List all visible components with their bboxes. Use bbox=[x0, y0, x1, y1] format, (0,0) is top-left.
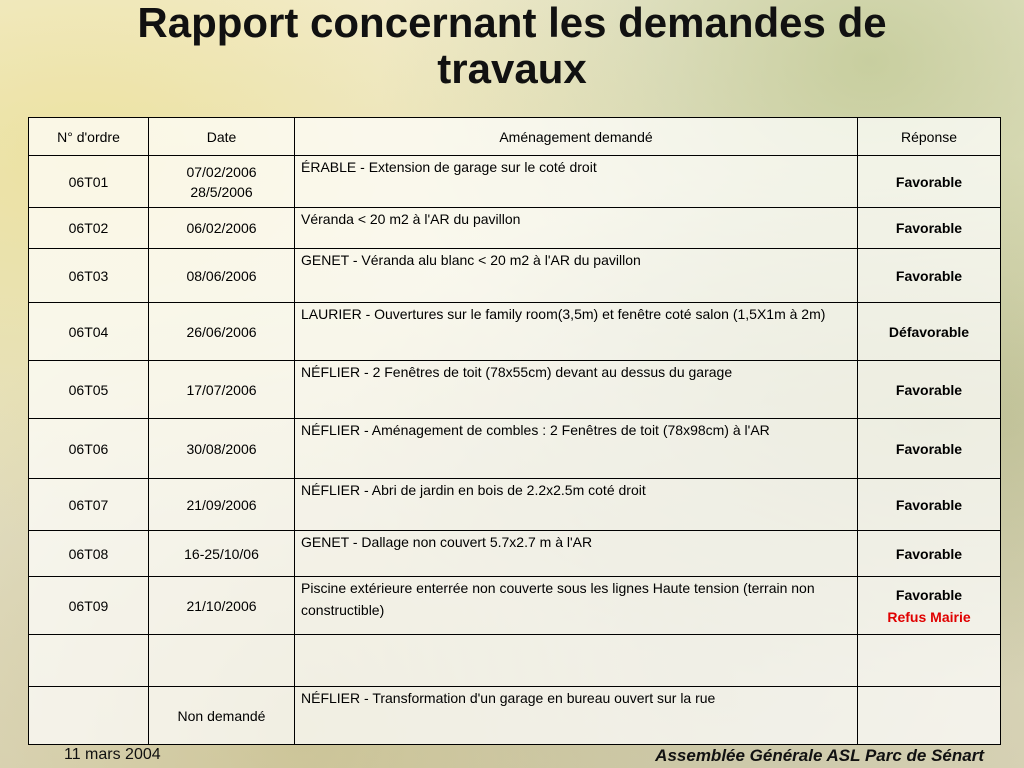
response-line-2: Refus Mairie bbox=[887, 608, 971, 625]
table-row bbox=[29, 156, 1001, 208]
cell-num: 06T07 bbox=[29, 479, 149, 531]
cell-num bbox=[29, 687, 149, 745]
table-row bbox=[29, 419, 1001, 479]
cell-desc: NÉFLIER - Abri de jardin en bois de 2.2x2.5m coté droit bbox=[295, 479, 858, 531]
cell-num: 06T01 bbox=[29, 156, 149, 208]
cell-date: 26/06/2006 bbox=[149, 303, 295, 361]
cell-date-line-1: 07/02/2006 bbox=[186, 163, 257, 180]
cell-num: 06T04 bbox=[29, 303, 149, 361]
table-row bbox=[29, 303, 1001, 361]
cell-desc: Véranda < 20 m2 à l'AR du pavillon bbox=[295, 208, 858, 249]
table-row bbox=[29, 249, 1001, 303]
cell-num: 06T06 bbox=[29, 419, 149, 479]
cell-desc: ÉRABLE - Extension de garage sur le coté droit bbox=[295, 156, 858, 208]
cell-date: 17/07/2006 bbox=[149, 361, 295, 419]
header-num: N° d'ordre bbox=[29, 118, 149, 156]
cell-num: 06T09 bbox=[29, 577, 149, 635]
cell-response bbox=[858, 687, 1001, 745]
cell-response: Favorable bbox=[858, 361, 1001, 419]
cell-date bbox=[149, 156, 295, 208]
page-title bbox=[0, 0, 1024, 92]
cell-response: Défavorable bbox=[858, 303, 1001, 361]
cell-date: 08/06/2006 bbox=[149, 249, 295, 303]
cell-response: Favorable bbox=[858, 156, 1001, 208]
cell-response bbox=[858, 577, 1001, 635]
cell-date: 16-25/10/06 bbox=[149, 531, 295, 577]
table-row bbox=[29, 208, 1001, 249]
cell-date bbox=[149, 635, 295, 687]
cell-date-line-2: 28/5/2006 bbox=[190, 183, 253, 200]
cell-num bbox=[29, 635, 149, 687]
cell-date: 06/02/2006 bbox=[149, 208, 295, 249]
cell-desc: GENET - Dallage non couvert 5.7x2.7 m à l'AR bbox=[295, 531, 858, 577]
cell-response: Favorable bbox=[858, 208, 1001, 249]
cell-response: Favorable bbox=[858, 249, 1001, 303]
title-line-1: Rapport concernant les demandes de bbox=[137, 0, 887, 46]
cell-num: 06T03 bbox=[29, 249, 149, 303]
table-header-row bbox=[29, 118, 1001, 156]
cell-date: 30/08/2006 bbox=[149, 419, 295, 479]
table-row bbox=[29, 577, 1001, 635]
cell-desc: NÉFLIER - 2 Fenêtres de toit (78x55cm) devant au dessus du garage bbox=[295, 361, 858, 419]
table-row bbox=[29, 361, 1001, 419]
table-row bbox=[29, 531, 1001, 577]
cell-desc: GENET - Véranda alu blanc < 20 m2 à l'AR du pavillon bbox=[295, 249, 858, 303]
cell-response: Favorable bbox=[858, 479, 1001, 531]
table-row bbox=[29, 479, 1001, 531]
response-line-1: Favorable bbox=[895, 586, 963, 603]
cell-num: 06T05 bbox=[29, 361, 149, 419]
header-desc: Aménagement demandé bbox=[295, 118, 858, 156]
cell-response: Favorable bbox=[858, 531, 1001, 577]
title-line-2: travaux bbox=[437, 45, 587, 92]
header-response: Réponse bbox=[858, 118, 1001, 156]
cell-desc: Piscine extérieure enterrée non couverte sous les lignes Haute tension (terrain non constructible) bbox=[295, 577, 858, 635]
cell-num: 06T02 bbox=[29, 208, 149, 249]
cell-response: Favorable bbox=[858, 419, 1001, 479]
cell-date: 21/10/2006 bbox=[149, 577, 295, 635]
requests-table bbox=[28, 117, 1001, 745]
cell-desc: NÉFLIER - Transformation d'un garage en bureau ouvert sur la rue bbox=[295, 687, 858, 745]
cell-desc bbox=[295, 635, 858, 687]
cell-desc: LAURIER - Ouvertures sur le family room(3,5m) et fenêtre coté salon (1,5X1m à 2m) bbox=[295, 303, 858, 361]
cell-date: Non demandé bbox=[149, 687, 295, 745]
cell-num: 06T08 bbox=[29, 531, 149, 577]
footer-date: 11 mars 2004 bbox=[64, 746, 161, 763]
cell-response bbox=[858, 635, 1001, 687]
cell-desc: NÉFLIER - Aménagement de combles : 2 Fenêtres de toit (78x98cm) à l'AR bbox=[295, 419, 858, 479]
cell-date: 21/09/2006 bbox=[149, 479, 295, 531]
table-row bbox=[29, 687, 1001, 745]
header-date: Date bbox=[149, 118, 295, 156]
footer-event: Assemblée Générale ASL Parc de Sénart bbox=[655, 746, 984, 765]
table-row-empty bbox=[29, 635, 1001, 687]
